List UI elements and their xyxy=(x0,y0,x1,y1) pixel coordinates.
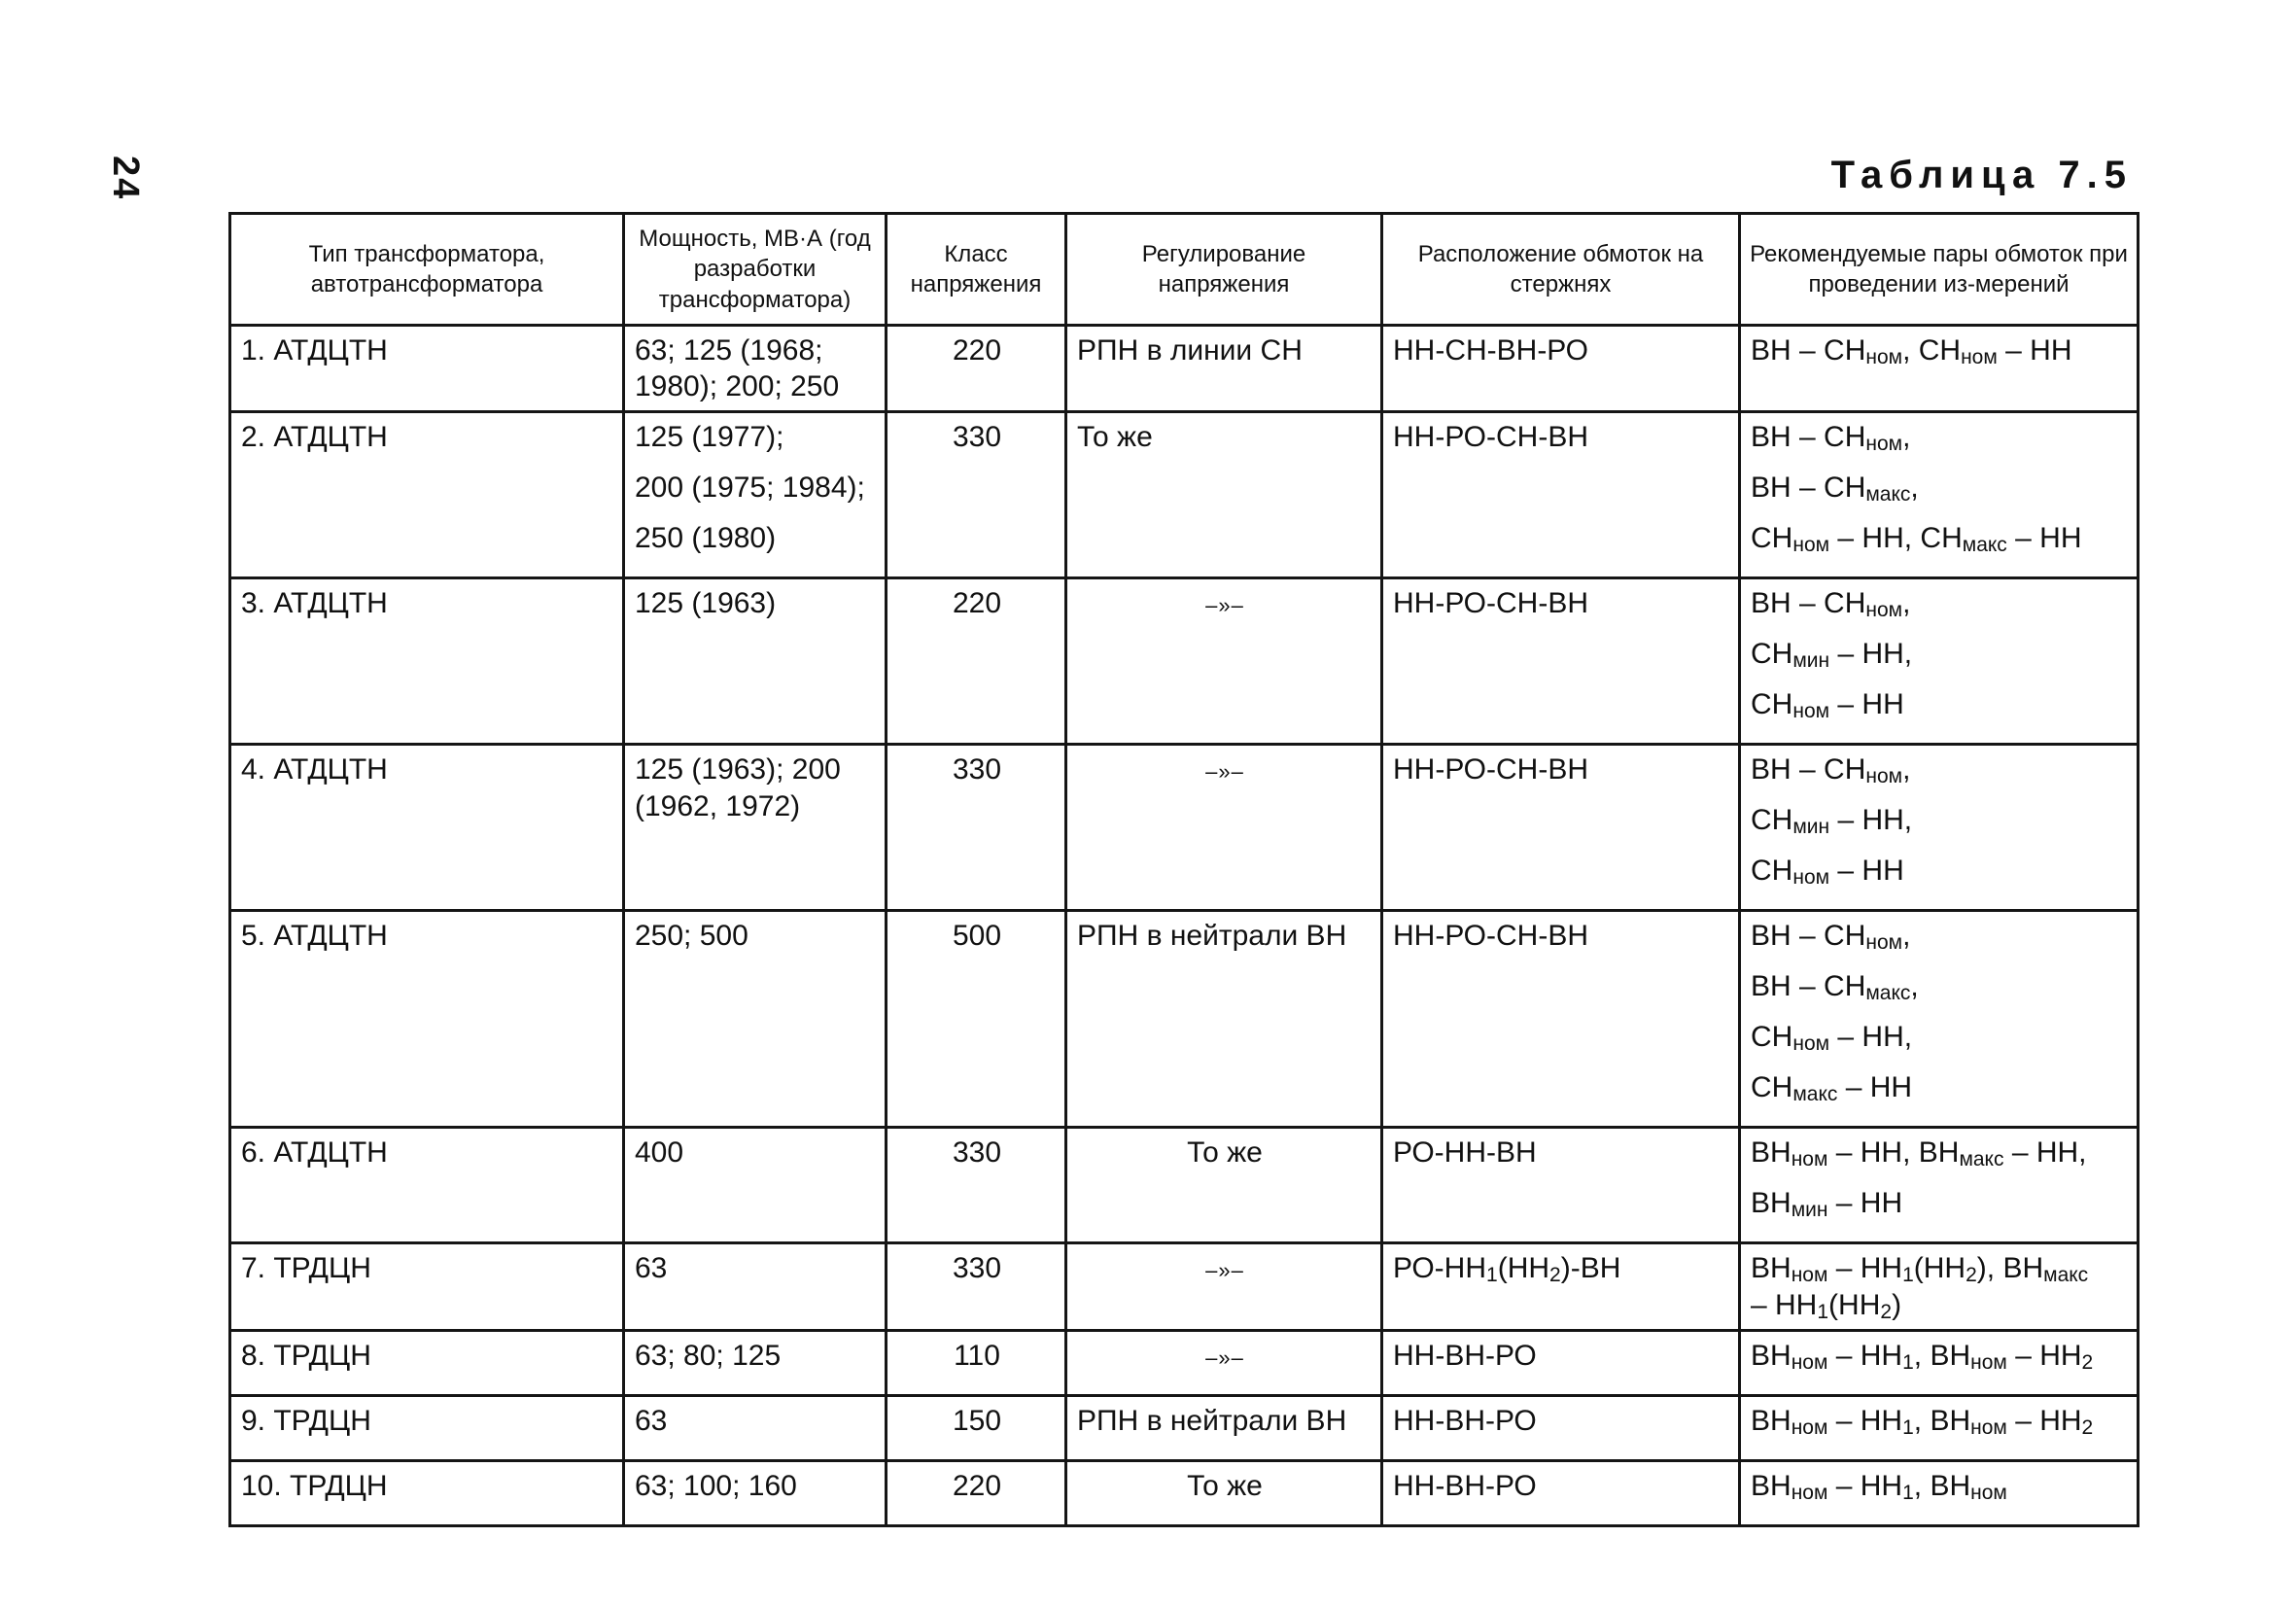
cell-winding-layout: НН-РО-СН-ВН xyxy=(1382,745,1740,911)
table-row xyxy=(230,1330,2139,1395)
cell-winding-layout: НН-РО-СН-ВН xyxy=(1382,578,1740,745)
cell-winding-layout: НН-ВН-РО xyxy=(1382,1330,1740,1395)
cell-power: 63 xyxy=(624,1395,887,1460)
cell-power: 63; 125 (1968; 1980); 200; 250 xyxy=(624,326,887,412)
table-row xyxy=(230,1243,2139,1330)
table-row xyxy=(230,578,2139,745)
cell-type: 1. АТДЦТН xyxy=(230,326,624,412)
cell-regulation: РПН в нейтрали ВН xyxy=(1066,1395,1382,1460)
cell-type: 10. ТРДЦН xyxy=(230,1460,624,1525)
cell-regulation: То же xyxy=(1066,1460,1382,1525)
cell-power: 125 (1977); 200 (1975; 1984); 250 (1980) xyxy=(624,412,887,578)
table-row xyxy=(230,745,2139,911)
cell-power: 63 xyxy=(624,1243,887,1330)
cell-voltage-class: 330 xyxy=(887,1128,1066,1243)
cell-regulation: –»– xyxy=(1066,745,1382,911)
cell-voltage-class: 150 xyxy=(887,1395,1066,1460)
cell-pairs: $ВН_{ном}$ – НН, $ВН_{макс}$ – НН, $ВН_{мин}$ – НН xyxy=(1740,1128,2139,1243)
table-row xyxy=(230,1128,2139,1243)
header-winding-layout: Расположение обмоток на стержнях xyxy=(1382,214,1740,326)
cell-pairs: ВН – $СН_{ном}$, ВН – $СН_{макс}$, $СН_{ном}$ – НН, $СН_{макс}$ – НН xyxy=(1740,412,2139,578)
table-body xyxy=(230,326,2139,1526)
cell-power: 63; 100; 160 xyxy=(624,1460,887,1525)
cell-regulation: То же xyxy=(1066,412,1382,578)
cell-type: 3. АТДЦТН xyxy=(230,578,624,745)
cell-power: 125 (1963); 200 (1962, 1972) xyxy=(624,745,887,911)
cell-power: 400 xyxy=(624,1128,887,1243)
cell-pairs: $ВН_{ном} - НН_1(НН_2)$, $ВН_{макс}$ – $НН_1(НН_2)$ xyxy=(1740,1243,2139,1330)
cell-regulation: –»– xyxy=(1066,1243,1382,1330)
cell-pairs: ВН – $СН_{ном}$, $СН_{ном}$ – НН xyxy=(1740,326,2139,412)
table-header-row xyxy=(230,214,2139,326)
table-row xyxy=(230,911,2139,1128)
cell-regulation: –»– xyxy=(1066,1330,1382,1395)
cell-winding-layout: $РО-НН_1(НН_2)-ВН$ xyxy=(1382,1243,1740,1330)
cell-voltage-class: 220 xyxy=(887,326,1066,412)
header-power: Мощность, МВ·А (год разработки трансформатора) xyxy=(624,214,887,326)
cell-type: 6. АТДЦТН xyxy=(230,1128,624,1243)
table-row xyxy=(230,1395,2139,1460)
cell-type: 4. АТДЦТН xyxy=(230,745,624,911)
cell-regulation: РПН в линии СН xyxy=(1066,326,1382,412)
cell-power: 250; 500 xyxy=(624,911,887,1128)
cell-winding-layout: НН-СН-ВН-РО xyxy=(1382,326,1740,412)
cell-pairs: $ВН_{ном} - НН_1$, $ВН_{ном} - НН_2$ xyxy=(1740,1330,2139,1395)
cell-pairs: $ВН_{ном} - НН_1$, $ВН_{ном} - НН_2$ xyxy=(1740,1395,2139,1460)
cell-power: 125 (1963) xyxy=(624,578,887,745)
cell-winding-layout: НН-ВН-РО xyxy=(1382,1460,1740,1525)
cell-pairs: $ВН_{ном} - НН_1$, $ВН_{ном}$ xyxy=(1740,1460,2139,1525)
cell-type: 5. АТДЦТН xyxy=(230,911,624,1128)
cell-regulation: –»– xyxy=(1066,578,1382,745)
table-title: Таблица 7.5 xyxy=(1830,154,2133,196)
cell-voltage-class: 220 xyxy=(887,1460,1066,1525)
transformer-table xyxy=(228,212,2139,1527)
header-pairs: Рекомендуемые пары обмоток при проведении из-мерений xyxy=(1740,214,2139,326)
cell-voltage-class: 220 xyxy=(887,578,1066,745)
cell-pairs: ВН – $СН_{ном}$, $СН_{мин}$ – НН, $СН_{ном}$ – НН xyxy=(1740,745,2139,911)
cell-winding-layout: НН-РО-СН-ВН xyxy=(1382,911,1740,1128)
cell-type: 8. ТРДЦН xyxy=(230,1330,624,1395)
cell-regulation: То же xyxy=(1066,1128,1382,1243)
header-voltage-class: Класс напряжения xyxy=(887,214,1066,326)
cell-type: 7. ТРДЦН xyxy=(230,1243,624,1330)
cell-winding-layout: НН-ВН-РО xyxy=(1382,1395,1740,1460)
header-regulation: Регулирование напряжения xyxy=(1066,214,1382,326)
cell-pairs: ВН – $СН_{ном}$, ВН – $СН_{макс}$, $СН_{ном}$ – НН, $СН_{макс}$ – НН xyxy=(1740,911,2139,1128)
table-row xyxy=(230,412,2139,578)
cell-voltage-class: 330 xyxy=(887,1243,1066,1330)
cell-type: 2. АТДЦТН xyxy=(230,412,624,578)
page-number: 24 xyxy=(105,156,146,201)
cell-type: 9. ТРДЦН xyxy=(230,1395,624,1460)
table-row xyxy=(230,1460,2139,1525)
cell-power: 63; 80; 125 xyxy=(624,1330,887,1395)
table-row xyxy=(230,326,2139,412)
header-type: Тип трансформатора, автотрансформатора xyxy=(230,214,624,326)
cell-voltage-class: 500 xyxy=(887,911,1066,1128)
cell-regulation: РПН в нейтрали ВН xyxy=(1066,911,1382,1128)
cell-voltage-class: 330 xyxy=(887,745,1066,911)
cell-voltage-class: 110 xyxy=(887,1330,1066,1395)
cell-pairs: ВН – $СН_{ном}$, $СН_{мин}$ – НН, $СН_{ном}$ – НН xyxy=(1740,578,2139,745)
cell-voltage-class: 330 xyxy=(887,412,1066,578)
cell-winding-layout: НН-РО-СН-ВН xyxy=(1382,412,1740,578)
cell-winding-layout: РО-НН-ВН xyxy=(1382,1128,1740,1243)
